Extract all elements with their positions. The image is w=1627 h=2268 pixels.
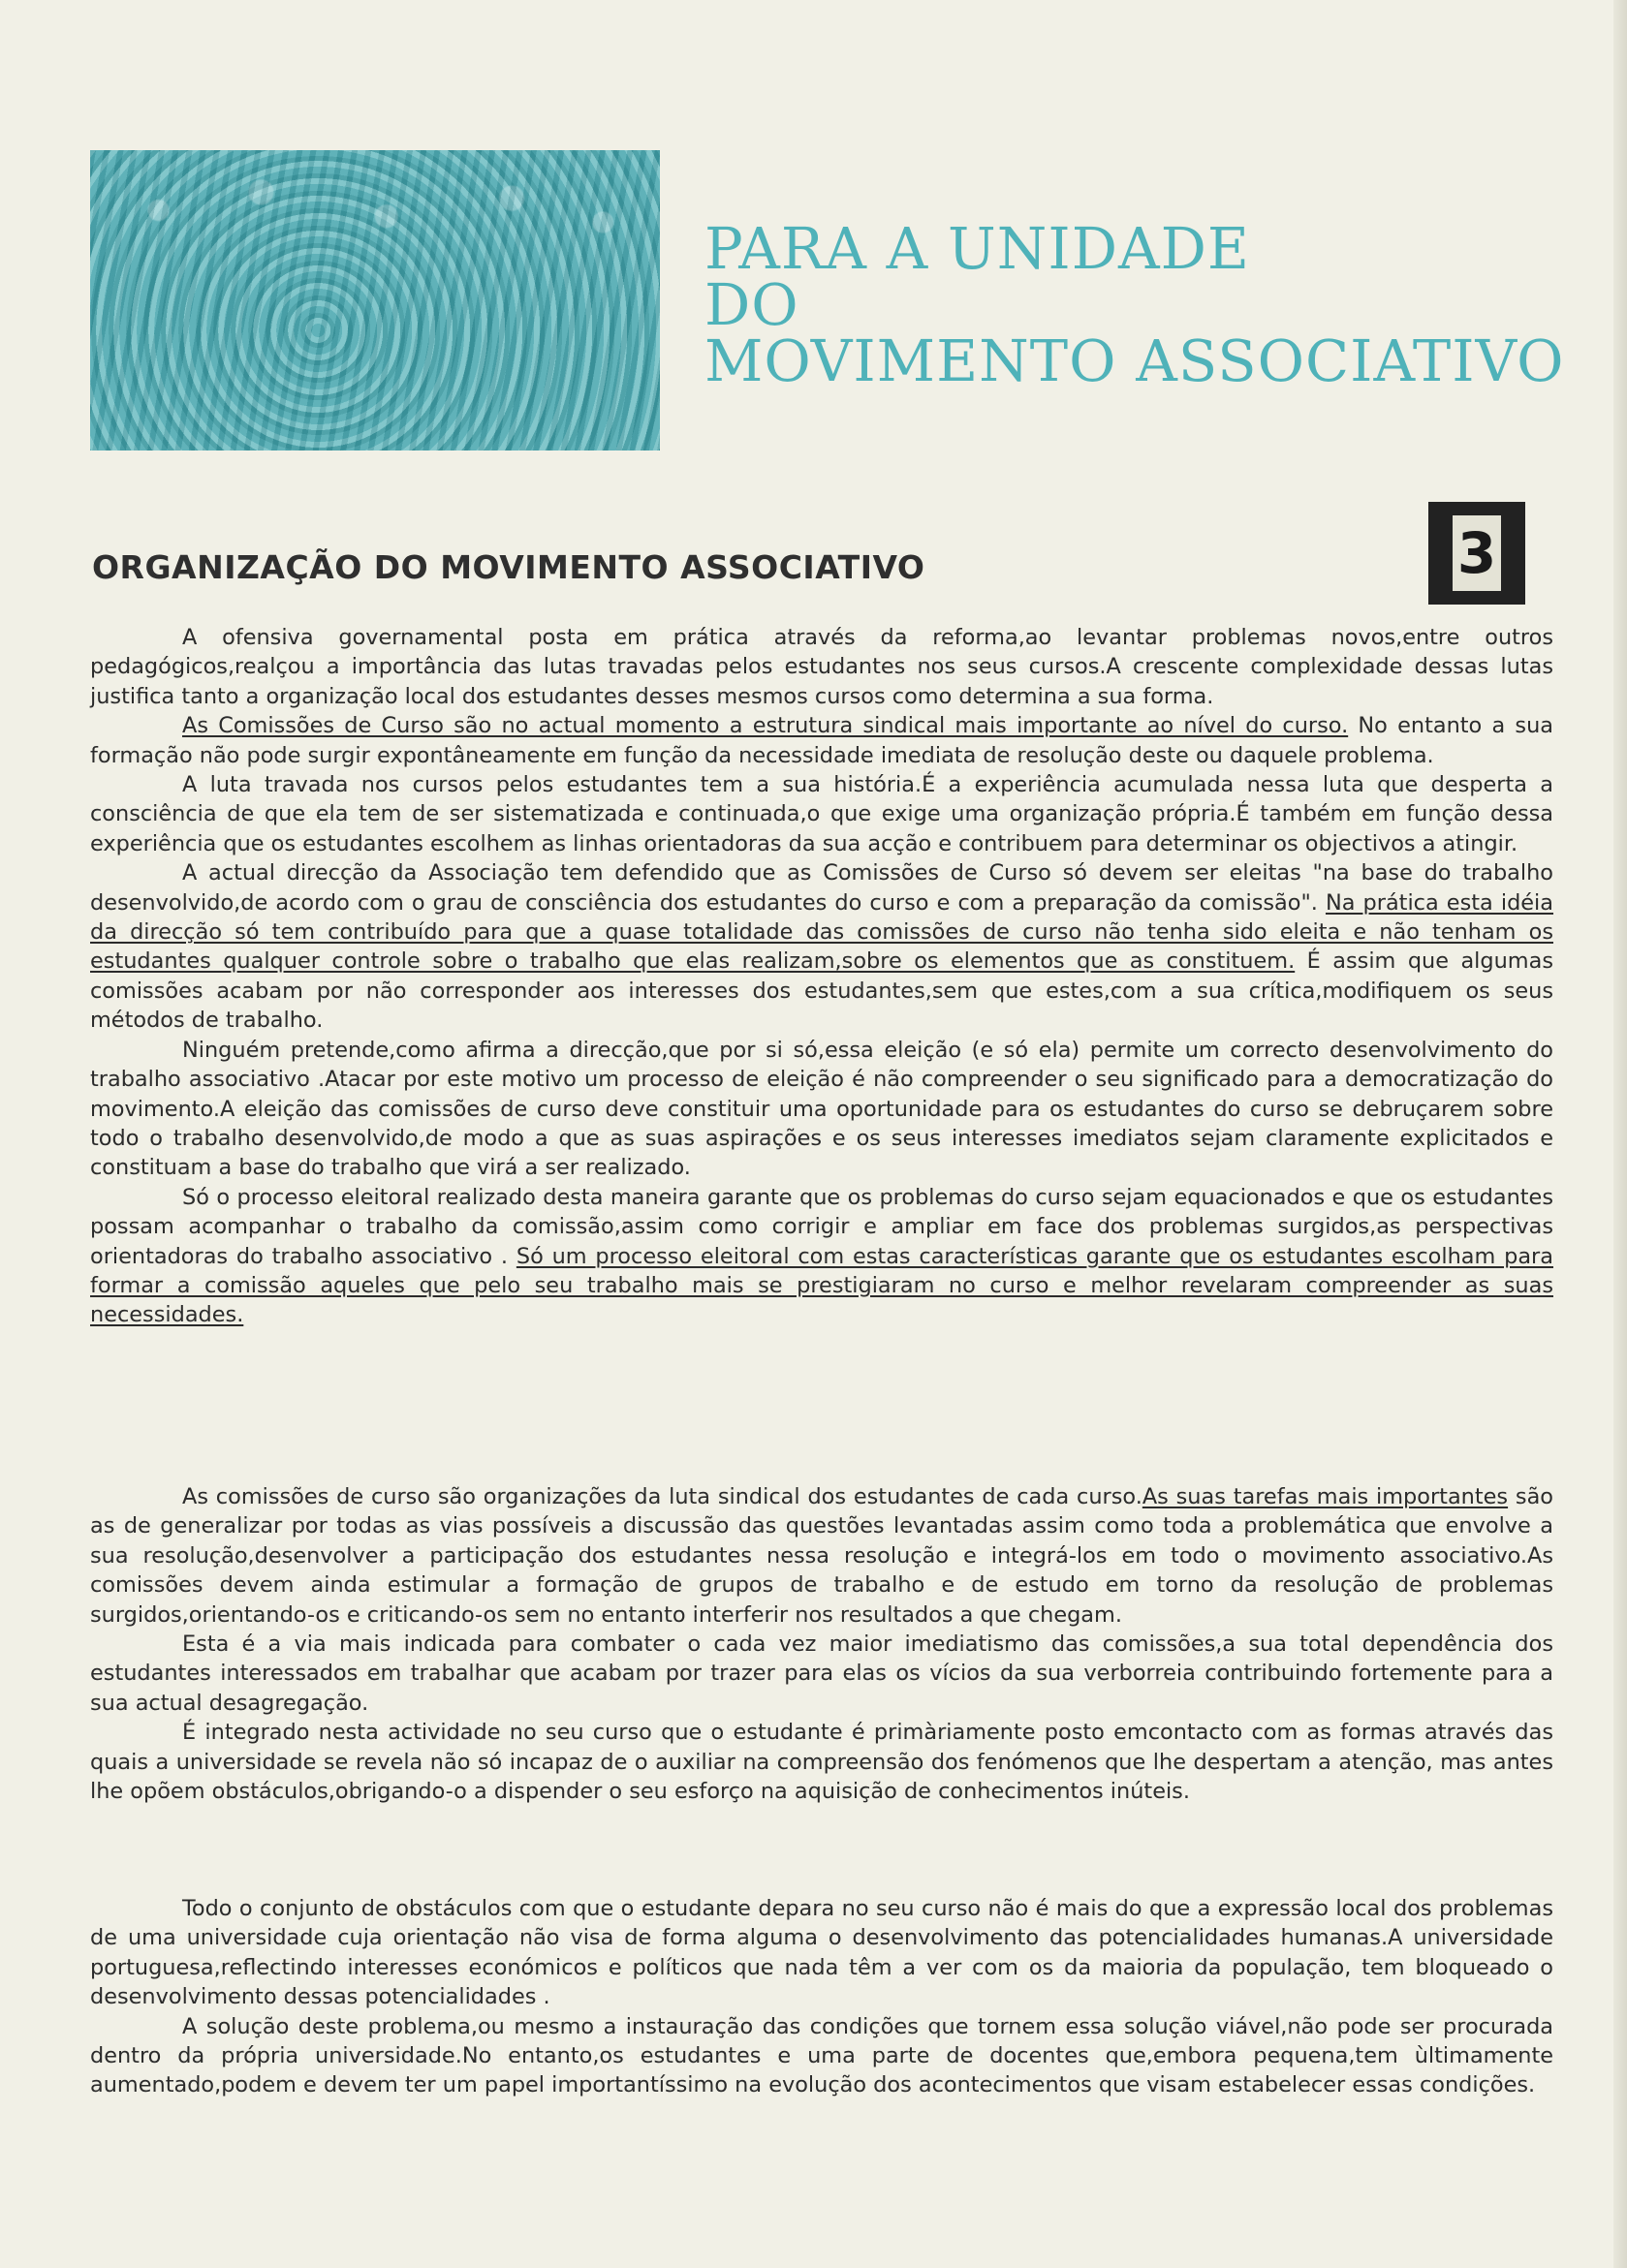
paragraph-4-text-a: A actual direcção da Associação tem defendido que as Comissões de Curso só devem ser eleitas "na base do trabalho desenvolvido,de acordo com o grau de consciência dos estudantes do curso e com a preparação da comissão". (90, 860, 1553, 916)
paragraph-4-text-b: É assim que algumas comissões acabam por não corresponder aos interesses dos estudantes,sem que estes,com a sua crítica,modifiquem os seus métodos de trabalho. (90, 948, 1553, 1034)
body-block-2 (90, 1482, 1553, 1806)
paragraph-1-text: A ofensiva governamental posta em prática através da reforma,ao levantar problemas novos,entre outros pedagógicos,realçou a importância das lutas travadas pelos estudantes nos seus cursos.A crescente complexidade dessas lutas justifica tanto a organização local dos estudantes desses mesmos cursos como determina a sua forma. (90, 625, 1553, 709)
paragraph-6-text: Só o processo eleitoral realizado desta maneira garante que os problemas do curso sejam equacionados e que os estudantes possam acompanhar o trabalho da comissão,assim como corrigir e ampliar em face dos problemas surgidos,as perspectivas orientadoras do trabalho associativo . (90, 1184, 1553, 1269)
paragraph-5-text: Ninguém pretende,como afirma a direcção,que por si só,essa eleição (e só ela) permite um correcto desenvolvimento do trabalho associativo .Atacar por este motivo um processo de eleição é não compreender o seu significado para a democratização do movimento.A eleição das comissões de curso deve constituir uma oportunidade para os estudantes do curso se debruçarem sobre todo o trabalho desenvolvido,de modo a que as suas aspirações e os seus interesses imediatos sejam claramente explicitados e constituam a base do trabalho que virá a ser realizado. (90, 1037, 1553, 1181)
section-number-box (1428, 502, 1525, 605)
paragraph-11 (90, 2012, 1553, 2100)
paragraph-3-text: A luta travada nos cursos pelos estudantes tem a sua história.É a experiência acumulada nessa luta que desperta a consciência de que ela tem de ser sistematizada e continuada,o que exige uma organização própria.É também em função dessa experiência que os estudantes escolhem as linhas orientadoras da sua acção e contribuem para determinar os objectivos a atingir. (90, 772, 1553, 856)
headline-line-2: DO (704, 271, 799, 338)
body-block-3 (90, 1894, 1553, 2100)
paragraph-1 (90, 623, 1553, 711)
paragraph-3 (90, 770, 1553, 858)
paragraph-7 (90, 1482, 1553, 1630)
headline-line-1: PARA A UNIDADE (704, 215, 1250, 282)
paragraph-9-text: É integrado nesta actividade no seu curso que o estudante é primàriamente posto emcontacto com as formas através das quais a universidade se revela não só incapaz de o auxiliar na compreensão dos fenómenos que lhe despertam a atenção, mas antes lhe opõem obstáculos,obrigando-o a dispender o seu esforço na aquisição de conhecimentos inúteis. (90, 1720, 1553, 1805)
paragraph-2-underlined: As Comissões de Curso são no actual momento a estrutura sindical mais importante ao nível do curso. (182, 713, 1349, 739)
section-number: 3 (1453, 515, 1501, 591)
paragraph-2-text: No entanto a sua formação não pode surgir expontâneamente em função da necessidade imediata de resolução deste ou daquele problema. (90, 713, 1553, 768)
paragraph-7-underlined: As suas tarefas mais importantes (1142, 1484, 1509, 1509)
paragraph-10 (90, 1894, 1553, 2012)
paragraph-8-text: Esta é a via mais indicada para combater o cada vez maior imediatismo das comissões,a sua total dependência dos estudantes interessados em trabalhar que acabam por trazer para elas os vícios da sua verborreia contribuindo fortemente para a sua actual desagregação. (90, 1631, 1553, 1716)
paragraph-7-text-b: são as de generalizar por todas as vias possíveis a discussão das questões levantadas assim como toda a problemática que envolve a sua resolução,desenvolver a participação dos estudantes nessa resolução e integrá-los em todo o movimento associativo.As comissões devem ainda estimular a formação de grupos de trabalho e de estudo em torno da resolução de problemas surgidos,orientando-os e criticando-os sem no entanto interferir nos resultados a que chegam. (90, 1484, 1554, 1628)
paragraph-5 (90, 1036, 1553, 1183)
section-title: ORGANIZAÇÃO DO MOVIMENTO ASSOCIATIVO (92, 548, 925, 586)
body-block-1 (90, 623, 1553, 1330)
paragraph-4 (90, 858, 1553, 1035)
crowd-photo (90, 150, 660, 450)
paragraph-8 (90, 1630, 1553, 1718)
paragraph-9 (90, 1718, 1553, 1806)
page-edge (1613, 0, 1627, 2268)
paragraph-10-text: Todo o conjunto de obstáculos com que o estudante depara no seu curso não é mais do que a expressão local dos problemas de uma universidade cuja orientação não visa de forma alguma o desenvolvimento das potencialidades humanas.A universidade portuguesa,reflectindo interesses económicos e políticos que nada têm a ver com os da maioria da população, tem bloqueado o desenvolvimento dessas potencialidades . (90, 1896, 1553, 2010)
paragraph-11-text: A solução deste problema,ou mesmo a instauração das condições que tornem essa solução viável,não pode ser procurada dentro da própria universidade.No entanto,os estudantes e uma parte de docentes que,embora pequena,tem ùltimamente aumentado,podem e devem ter um papel importantíssimo na evolução dos acontecimentos que visam estabelecer essas condições. (90, 2013, 1553, 2098)
paragraph-4-underlined: Na prática esta idéia da direcção só tem contribuído para que a quase totalidade das comissões de curso não tenha sido eleita e não tenham os estudantes qualquer controle sobre o trabalho que elas realizam,sobre os elementos que as constituem. (90, 889, 1554, 975)
headline (704, 215, 1577, 394)
paragraph-6 (90, 1183, 1553, 1330)
headline-line-3: MOVIMENTO ASSOCIATIVO (704, 327, 1565, 394)
paragraph-7-text: As comissões de curso são organizações da luta sindical dos estudantes de cada curso. (182, 1484, 1142, 1509)
paragraph-6-underlined: Só um processo eleitoral com estas características garante que os estudantes escolham para formar a comissão aqueles que pelo seu trabalho mais se prestigiaram no curso e melhor revelaram compreender as suas necessidades. (90, 1243, 1553, 1328)
paragraph-2 (90, 711, 1553, 770)
